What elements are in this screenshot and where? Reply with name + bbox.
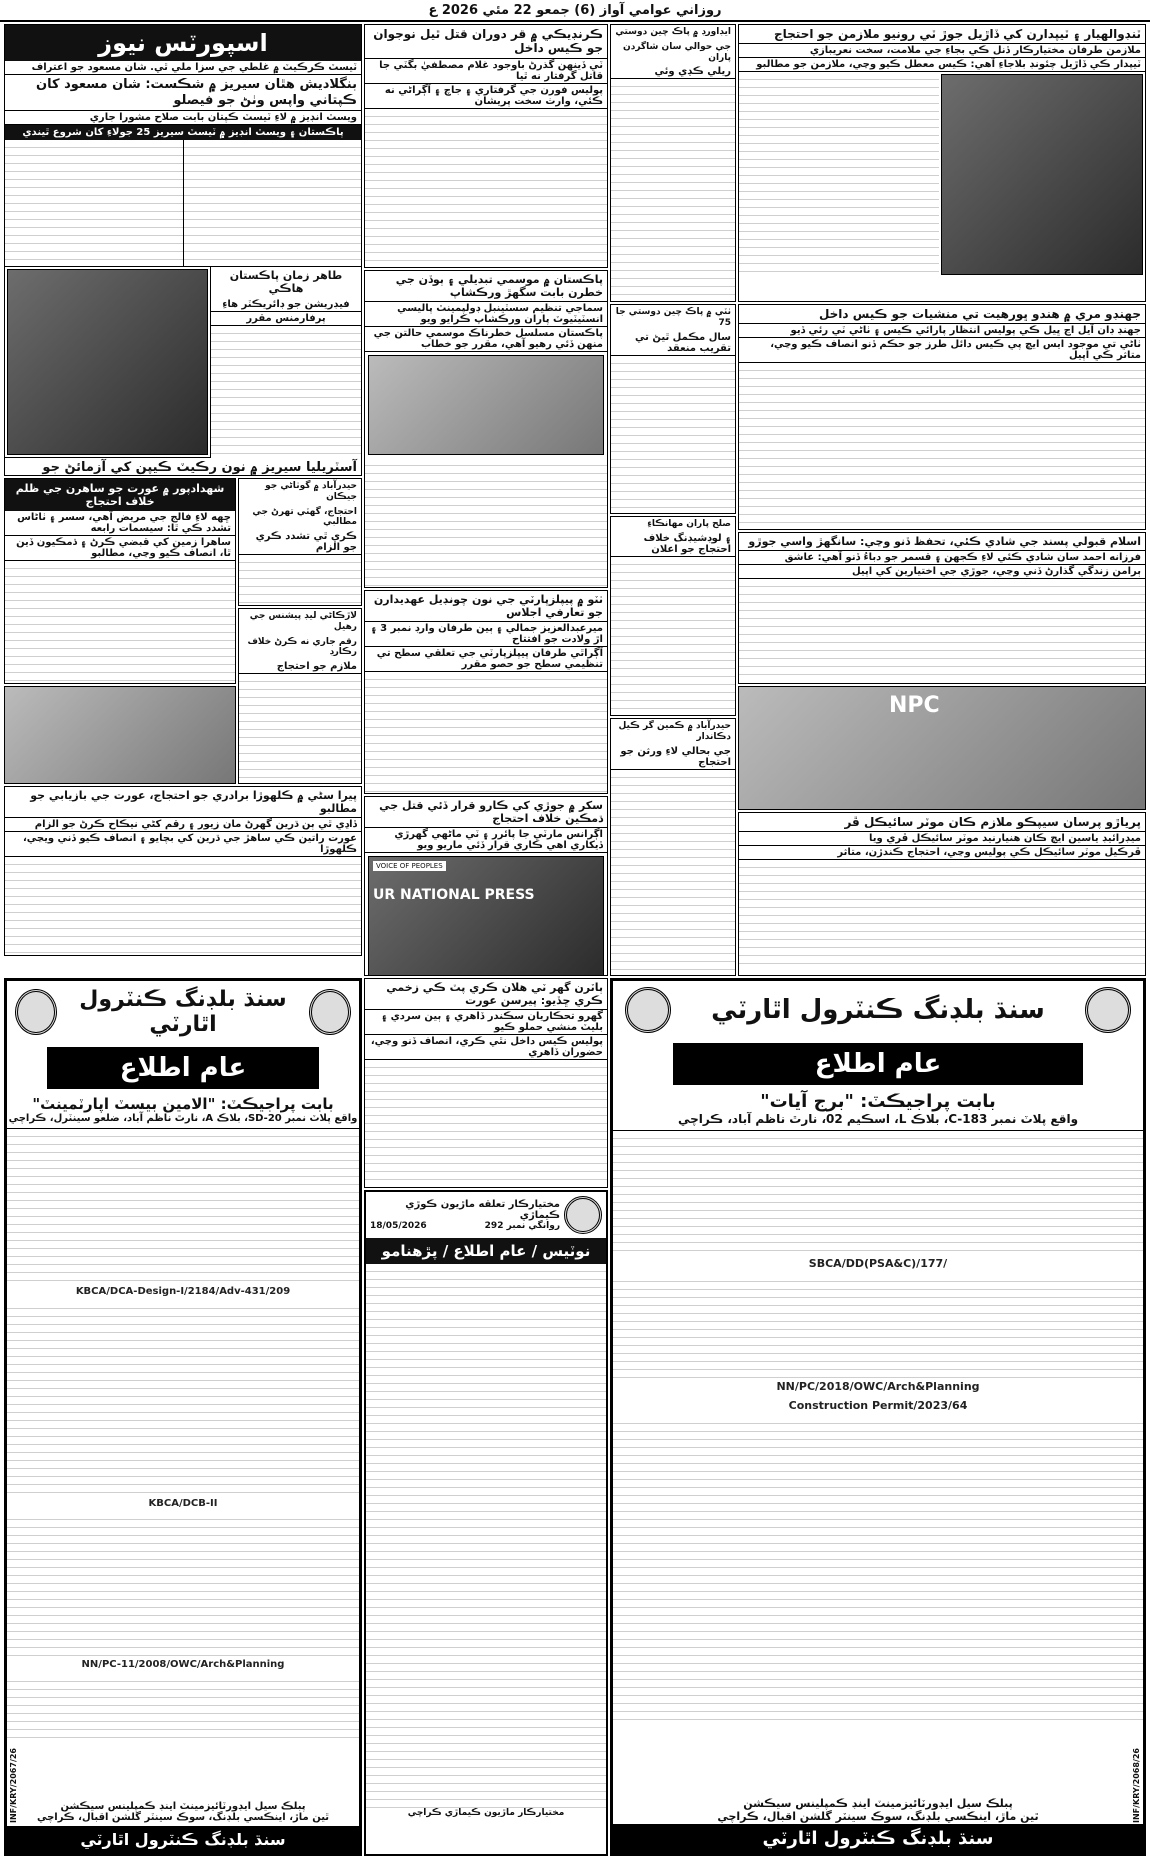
ad-right-footer-1: سنڌ بلڊنگ ڪنٽرول اٿارٽي [762,1828,994,1849]
ppp-sub: ميرعبدالعزيز جمالي ۽ ٻين طرفان وارڊ نمبر 3 ۽ اڙ ولادت جو افتتاح [365,622,607,647]
npc-sub: ميڊرائيڊ ياسين ايچ ڪان هنيارنيد موٽر سائيڪل ڦري ويا [739,832,1145,846]
women-story [364,978,608,1188]
sports-headline-3: ويسٽ انڊيز ۾ لاءِ ٽيسٽ ڪپتان بابت صلاح مشورا جاري [5,111,361,125]
climate-story [364,270,608,588]
peace-sub: ۽ لوڊشيڊنگ خلاف احتجاج جو اعلان [611,532,735,557]
ad-right-ref-3: Construction Permit/2023/64 [788,1398,968,1412]
protest-photo-right [941,74,1143,275]
masthead: روزاني عوامي آواز (6) جمعو 22 مئي 2026 ع [0,0,1150,22]
islam-story [738,532,1146,684]
kurandi-sub: ٽي ڏينهن گذرڻ باوجود غلام مصطفيٰ بگٽي جا قاتل گرفتار نه ٿيا [365,59,607,84]
protest-photo-left [4,686,236,784]
peace-story [610,516,736,716]
cricketer-photo [7,269,208,455]
shahdadpur-story [4,478,236,684]
tando-sub-2: ٽيپدار ڪي ڏاڙيل چئونڊ بلاجاءِ آهي: ڪيس معطل ڪيو وڃي، ملازمن جو مطالبو [739,58,1145,72]
npc-body [739,860,1145,964]
larkana-story [238,608,362,784]
ad-left-footer-3: ٿين ماڙ، اينڪسي بلڊنگ، سوڪ سينٽر گلشن اقبال، ڪراچي [36,1812,330,1823]
ppp-body [365,672,607,794]
hockey-headline: طاهر زمان پاڪستان هاڪي [229,269,343,296]
women-headline: ٻاٽرن گهر ٽي هلان ڪري پٽ ڪي زخمي ڪري ڇڏيو: پيرسن عورت [365,979,607,1010]
hyd-headline-1: حيدرآباد ۾ گوٺاڻي جو جيڪان [265,481,357,502]
tando-story [738,24,1146,302]
ad-left-notice: عام اطلاع [47,1047,319,1089]
tando-body [739,72,939,277]
ad-left-authority: سنڌ بلڊنگ ڪنٽرول اٿارٽي [79,987,287,1037]
sports-headline-4: پاڪستان ۽ ويسٽ انڊيز ۾ ٽيسٽ سيريز 25 جولاءِ کان شروع ٿيندي [5,125,361,140]
sports-section-title: اسپورٽس نيوز [5,25,361,61]
shahdadpur-body [5,561,235,684]
ad-right-body [613,1131,1143,1255]
shahdadpur-sub: ڇهه لاءِ فالج جي مريض آهي، سسر ۽ ٺاڻاس تشدد ڪي ٿا: سيسمات رابعه [5,511,235,536]
sports-headline-2: بنگلاديش هٿان سيريز ۾ شڪست: شان مسعود کان ڪپتاني واپس وٺڻ جو فيصلو [5,75,361,111]
hockey-sub-2: پرفارمنس مقرر [211,312,361,326]
notice-date: 18/05/2026 [370,1221,427,1231]
ladies-headline-1: لاڙڪاڻي ليڊ پيشنس جي رهيل [249,611,357,632]
npc-photo [738,686,1146,810]
climate-body [365,458,607,588]
pirsan-sub-2: عورت راتين ڪي ساهڙ جي ڌرين کي بچايو ۽ انصاف ڪيو ڏني ويڃي، ڪلهوڙا [5,832,361,857]
pirsan-headline: پيرا سڻي ۾ ڪلهوڙا برادري جو احتجاج، عورت جي بازيابي جو مطالبو [5,787,361,818]
shopkeeper-body [611,770,735,976]
ad-right-ref-2: NN/PC/2018/OWC/Arch&Planning [776,1379,980,1393]
ad-right-footer-2: پبلڪ سيل ايڊورٽائيزمينٽ اينڊ ڪمپلينس سيڪشن [743,1797,1013,1810]
islam-body [739,579,1145,675]
ladies-headline-2: رقم جاري نه ڪرڻ خلاف رڪارڊ [247,636,357,658]
jhando-headline: جهنڊو مري ۾ هندو ڀورهيت تي منشيات جو ڪيس داخل [739,305,1145,324]
hyderabad-story [238,478,362,606]
mukhtiarkar-notice [364,1190,608,1856]
rally-headline: ايڊاورڊ ۾ پاڪ چين دوستي [615,27,731,37]
notice-footer: مختيارڪار ماڙيون ڪيماڙي ڪراچي [407,1808,565,1818]
ppp-headline: ٺٽو ۾ پيپلزپارٽي جي نون چونڊيل عهديدارن جو تعارفي اجلاس [365,591,607,622]
jhando-sub: جهنڊ ڊان آيل اڃ ڀيل ڪي پوليس انتظار پارائي ڪيس ۽ ٺاڻي ٽي رئي ڏيو [739,324,1145,338]
shopkeeper-story [610,718,736,976]
peace-headline: صلح پاران مهانڪاءِ [647,519,731,529]
sindh-seal-icon [15,989,57,1035]
ad-left-ref-3: NN/PC-11/2008/OWC/Arch&Planning [81,1659,285,1670]
mukhtiarkar-seal-icon [564,1196,602,1234]
ad-right-ref-1: SBCA/DD(PSA&C)/177/ [808,1257,948,1270]
ad-right-sidecode: INF/KRY/2068/26 [1132,1747,1141,1823]
islam-sub: فرزانه احمد سان شادي ڪئي لاءِ ڪجهن ۽ قسمر جو دباءُ ڏنو آهي: عاشق [739,551,1145,565]
ad-left-sidecode: INF/KRY/2067/26 [9,1747,18,1823]
jhando-story [738,304,1146,530]
climate-headline: پاڪستان ۾ موسمي تبديلي ۽ ٻوڏن جي خطرن بابت سگهڙ ورڪشاپ [365,271,607,302]
npc-headline: پرياڙو پرسان سيپڪو ملازم ڪان موٽر سائيڪل ڦر [739,813,1145,832]
sukkur-story [364,796,608,976]
ad-right-project: بابت پراجيڪٽ: "برج آيات" [760,1091,996,1112]
sports-headline-1: ٽيسٽ ڪرڪيٽ ۾ غلطي جي سزا ملي ٿي. شان مسعود جو اعتراف [5,61,361,75]
ad-left-body-3 [7,1512,359,1656]
sports-body-text [184,140,362,266]
shahdadpur-headline: شهدادپور ۾ عورت جو ساهرن جي ظلم خلاف احتجاج [5,479,235,511]
ppp-sub-2: آڳراٿي طرفان پيپلزپارٽي جي تعلقي سطح تي تنظيمي سطح جو حصو مقرر [365,647,607,672]
ad-right-address: واقع پلاٽ نمبر C-183، بلاڪ L، اسڪيم 02، نارٿ ناظم آباد، ڪراچي [613,1112,1143,1131]
ladies-headline-3: ملازم جو احتجاج [239,660,361,674]
rally-body [611,79,735,302]
rally-headline-2: جي حوالي سان شاگردن پاران [623,41,731,63]
tando-sub: ملازمن طرفان مختيارڪار ڏنل ڪي بجاءِ جي ملامت، سخت نعريبازي [739,44,1145,58]
notice-office: مختيارڪار تعلقه ماڙيون ڪوڙي ڪيماڙي [405,1199,560,1221]
ad-right-body-3 [613,1416,1143,1720]
friendship-sub: سال مڪمل ٿيڻ تي تقريب منعقد [611,331,735,356]
notice-number: روانگي نمبر 292 [484,1221,560,1231]
friendship-75-story [610,304,736,514]
ad-left-footer-2: پبلڪ سيل ايڊورٽائيزمينٽ اينڊ ڪمپلينس سيڪشن [60,1801,306,1812]
pirsan-sub: ڏاڍي ٿي ٻن ڌرين گهرڻ مان زيور ۽ رقم کڻي نيڪاح ڪرڻ جو الزام [5,818,361,832]
sbca-seal-icon [309,989,351,1035]
kurandi-body [365,109,607,268]
ad-left-ref-1: KBCA/DCA-Design-I/2184/Adv-431/209 [75,1286,291,1297]
rally-sub: ريلي ڪڍي وئي [611,65,735,79]
tando-headline: ٽنڊوالهيار ۽ ٽيپدارن کي ڏاڙيل جوڙ ٽي رونيو ملازمن جو احتجاج [739,25,1145,44]
hyd-headline-2: احتجاج، گهٽي تهرڻ جي مطالبي [252,506,357,528]
women-sub: گهرو تحڪاريان سڪندر ڏاهري ۽ ٻين سردي ۽ بليٽ منشي حملو ڪيو [365,1010,607,1035]
npc-caption: NPC [889,693,940,718]
women-body [365,1060,607,1188]
australia-headline: آسٽريليا سيريز ۾ نون رڪيٽ ڪيپن کي آزمائڻ جو [5,457,361,476]
jhando-sub-2: ٺاڻي تي موجود ايس ايڇ پي ڪيس دائل طرز جو حڪم ڏنو انصاف ڪيو وڃي، متاثر ڪي اپيل [739,338,1145,363]
sports-section [4,24,362,476]
friendship-body [611,356,735,514]
hyd-body [239,555,361,606]
ad-left-address: واقع پلاٽ نمبر SD-20، بلاڪ A، نارٿ ناظم آباد، ضلعو سينٽرل، ڪراچي [7,1113,359,1129]
sukkur-headline: سکر ۾ جوڙي کي ڪارو قرار ڏئي قتل جي ڌمڪين خلاف احتجاج [365,797,607,828]
climate-sub-2: پاڪستان مسلسل خطرناڪ موسمي حالتن جي منهن ڏئي رهيو آهي، مقرر جو خطاب [365,327,607,352]
ad-left-body-4 [7,1674,359,1738]
ppp-story [364,590,608,794]
ad-left-project: بابت پراجيڪٽ: "الامين بيسٽ اپارٽمينٽ" [32,1095,334,1113]
shopkeeper-headline: حيدرآباد ۾ ڪمين گر ڪيل دڪاندار [618,721,731,742]
kurandi-story [364,24,608,268]
ad-right-notice: عام اطلاع [673,1043,1083,1085]
friendship-rally-story [610,24,736,302]
pirsan-story [4,786,362,956]
women-sub-2: پوليس ڪيس داخل نٿي ڪري، انصاف ڏنو وڃي، حضوران ڏاهري [365,1035,607,1060]
islam-sub-2: ٻرامن زندگي گذارڻ ڏني وڃي، جوڙي جي اختيارين کي اپيل [739,565,1145,579]
kurandi-sub-2: پوليس فورن جي گرفتاري ۽ جاچ ۽ آڳراڻي نه ڪئي، وارث سخت پريشان [365,84,607,109]
npc-story [738,812,1146,976]
hyd-headline-3: ڪري ٿي تشدد ڪري جو الزام [239,530,361,555]
ad-left-ref-2: KBCA/DCB-II [148,1497,218,1509]
shopkeeper-sub: جي بحالي لاءِ ورثن جو احتجاج [611,745,735,770]
kurandi-headline: ڪرنڊيڪي ۾ قر دوران قتل ٿيل نوجوان جو ڪيس داخل [365,25,607,59]
ad-left-footer-1: سنڌ بلڊنگ ڪنٽرول اٿارٽي [80,1830,286,1849]
islam-headline: اسلام قبولي پسند جي شادي ڪئي، تحفظ ڏنو وڃي: سانگهڙ واسي جوڙو [739,533,1145,551]
shahdadpur-sub-2: ساهرا زمين کي قبضي ڪرڻ ۽ ڌمڪيون ڏين ٿا، انصاف ڪيو وڃي، مطالبو [5,536,235,561]
jhando-body [739,363,1145,527]
ad-right-body-2 [613,1274,1143,1378]
friendship-headline: ٺٽي ۾ پاڪ چين دوستي جا 75 [615,307,731,328]
ad-right-footer-3: ٿين ماڙ، اينڪسي بلڊنگ، سوڪ سينٽر گلشن اقبال، ڪراچي [717,1810,1039,1823]
sports-body-text-2 [5,140,184,266]
ladies-body [239,674,361,784]
press-caption: UR NATIONAL PRESS [373,887,535,904]
hockey-body-text [211,326,361,460]
hockey-sub: فيڊريشن جو ڊائريڪٽر هاءِ [211,298,361,312]
couple-photo [368,856,604,976]
workshop-photo [368,355,604,455]
sindh-seal-icon-right [625,987,671,1033]
sbca-seal-icon-right [1085,987,1131,1033]
peace-body [611,557,735,716]
ad-left-body-2 [7,1301,359,1495]
npc-sub-2: ڦرڪيل موٽر سائيڪل ڪي پوليس وڃي، احتجاج ڪندڙن، متاثر [739,846,1145,860]
pirsan-body [5,857,361,956]
sbca-ad-left [4,978,362,1856]
voice-caption: VOICE OF PEOPLES [373,861,446,871]
ad-right-authority: سنڌ بلڊنگ ڪنٽرول اٿارٽي [711,995,1045,1025]
ad-left-body [7,1129,359,1283]
sbca-ad-right [610,978,1146,1856]
sukkur-sub: اڳرانس مارٽي جا پائرر ۽ ٽي ماڻهي گهرڙي ڏيکاري اهي ڪاري قرار ڏئي ماريو ويو [365,828,607,853]
climate-sub: سماجي تنظيم سسٽينبل ڊولپمينٽ پاليسي انسٽيٽيوٽ پاران ورڪشاپ ڪرايو ويو [365,302,607,327]
notice-body [366,1264,606,1808]
notice-title: نوٽيس / عام اطلاع / پڙهنامو [366,1238,606,1264]
